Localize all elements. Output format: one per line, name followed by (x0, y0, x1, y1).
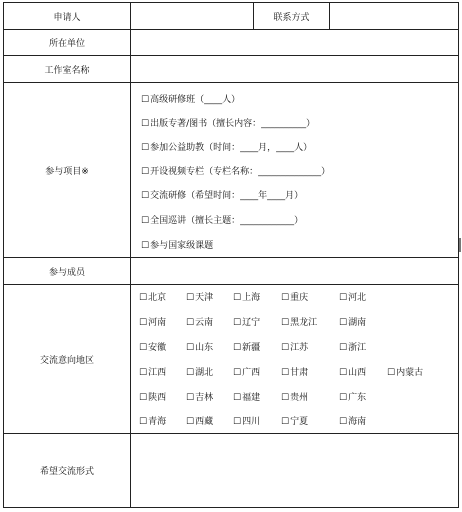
region-option[interactable] (281, 365, 308, 378)
form-label-text: 希望交流形式 (39, 467, 94, 477)
region-option-label: 黑龙江 (290, 318, 318, 328)
region-option[interactable] (339, 290, 366, 303)
region-option-label: 浙江 (348, 343, 367, 353)
region-option-label: 山东 (195, 343, 214, 353)
region-option-label: 山西 (348, 368, 367, 378)
project-option-label: 全国巡讲（擅长主题：____________） (150, 216, 304, 226)
region-option-label: 江西 (148, 368, 167, 378)
unit-label (3, 29, 131, 56)
region-option[interactable] (281, 414, 308, 427)
project-option[interactable] (141, 140, 312, 153)
region-option-label: 天津 (195, 293, 214, 303)
contact-label (253, 2, 330, 30)
region-option[interactable] (387, 365, 423, 378)
project-option[interactable] (141, 116, 315, 129)
region-option-label: 新疆 (242, 343, 261, 353)
applicant-label (3, 2, 131, 30)
application-form (3, 2, 459, 508)
region-option-label: 安徽 (148, 343, 167, 353)
region-option[interactable] (186, 290, 213, 303)
checkbox-icon[interactable]: ☐ (141, 119, 150, 129)
checkbox-icon[interactable]: ☐ (141, 191, 150, 201)
checkbox-icon[interactable]: ☐ (339, 393, 348, 403)
checkbox-icon[interactable]: ☐ (339, 343, 348, 353)
checkbox-icon[interactable]: ☐ (233, 368, 242, 378)
studio-field[interactable] (130, 55, 459, 83)
region-option[interactable] (233, 290, 260, 303)
checkbox-icon[interactable]: ☐ (186, 343, 195, 353)
checkbox-icon[interactable]: ☐ (141, 95, 150, 105)
checkbox-icon[interactable]: ☐ (141, 143, 150, 153)
region-option[interactable] (281, 290, 308, 303)
checkbox-icon[interactable]: ☐ (281, 393, 290, 403)
region-option[interactable] (139, 365, 166, 378)
region-option-label: 河南 (148, 318, 167, 328)
region-option-label: 江苏 (290, 343, 309, 353)
region-option-label: 甘肃 (290, 368, 309, 378)
checkbox-icon[interactable]: ☐ (233, 293, 242, 303)
form-label (3, 433, 131, 508)
scroll-handle[interactable] (459, 238, 461, 252)
checkbox-icon[interactable]: ☐ (281, 343, 290, 353)
project-option-label: 高级研修班（____人） (150, 95, 241, 105)
region-option[interactable] (186, 340, 213, 353)
contact-label-text: 联系方式 (273, 12, 310, 23)
region-option-label: 四川 (242, 417, 261, 427)
region-option-label: 广西 (242, 368, 261, 378)
checkbox-icon[interactable]: ☐ (186, 417, 195, 427)
checkbox-icon[interactable]: ☐ (141, 167, 150, 177)
members-field[interactable] (130, 257, 459, 285)
checkbox-icon[interactable]: ☐ (233, 393, 242, 403)
checkbox-icon[interactable]: ☐ (139, 343, 148, 353)
project-option[interactable] (141, 188, 303, 201)
project-option-label: 交流研修（希望时间：____年____月） (150, 191, 304, 201)
checkbox-icon[interactable]: ☐ (339, 417, 348, 427)
region-option[interactable] (233, 390, 260, 403)
studio-label (3, 55, 131, 83)
region-option-label: 贵州 (290, 393, 309, 403)
project-label-text: 参与项目※ (45, 166, 89, 177)
checkbox-icon[interactable]: ☐ (186, 368, 195, 378)
region-option-label: 广东 (348, 393, 367, 403)
studio-label-text: 工作室名称 (44, 65, 90, 76)
project-option[interactable] (141, 164, 330, 177)
checkbox-icon[interactable]: ☐ (141, 216, 150, 226)
region-option[interactable] (186, 390, 213, 403)
region-option-label: 重庆 (290, 293, 309, 303)
checkbox-icon[interactable]: ☐ (281, 293, 290, 303)
region-option-label: 宁夏 (290, 417, 309, 427)
region-option[interactable] (339, 315, 366, 328)
project-option-label: 出版专著/图书（擅长内容：__________） (150, 119, 316, 129)
region-option-label: 青海 (148, 417, 167, 427)
members-label-text: 参与成员 (48, 267, 85, 278)
checkbox-icon[interactable]: ☐ (139, 368, 148, 378)
region-label-text: 交流意向地区 (39, 355, 94, 366)
project-label (3, 82, 131, 258)
region-option-label: 上海 (242, 293, 261, 303)
region-option[interactable] (139, 414, 166, 427)
region-label (3, 284, 131, 434)
checkbox-icon[interactable]: ☐ (339, 318, 348, 328)
region-option-label: 云南 (195, 318, 214, 328)
checkbox-icon[interactable]: ☐ (233, 417, 242, 427)
unit-label-text: 所在单位 (48, 39, 85, 49)
checkbox-icon[interactable]: ☐ (281, 417, 290, 427)
region-option[interactable] (139, 315, 166, 328)
region-option-label: 北京 (148, 293, 167, 303)
region-options-cell (130, 284, 459, 434)
checkbox-icon[interactable]: ☐ (281, 368, 290, 378)
members-label (3, 257, 131, 285)
project-option[interactable] (141, 213, 303, 226)
region-option[interactable] (339, 390, 366, 403)
region-option[interactable] (281, 315, 317, 328)
checkbox-icon[interactable]: ☐ (186, 293, 195, 303)
checkbox-icon[interactable]: ☐ (139, 417, 148, 427)
region-option-label: 辽宁 (242, 318, 261, 328)
checkbox-icon[interactable]: ☐ (186, 318, 195, 328)
region-option-label: 河北 (348, 293, 367, 303)
project-option-label: 参与国家级课题 (150, 241, 214, 251)
project-option-label: 开设视频专栏（专栏名称：______________） (150, 167, 331, 177)
region-option[interactable] (139, 290, 166, 303)
checkbox-icon[interactable]: ☐ (233, 343, 242, 353)
region-option[interactable] (281, 340, 308, 353)
checkbox-icon[interactable]: ☐ (339, 368, 348, 378)
checkbox-icon[interactable]: ☐ (141, 241, 150, 251)
region-option-label: 吉林 (195, 393, 214, 403)
project-option[interactable] (141, 92, 240, 105)
checkbox-icon[interactable]: ☐ (139, 393, 148, 403)
region-option[interactable] (186, 315, 213, 328)
applicant-field[interactable] (130, 2, 254, 30)
region-option-label: 内蒙古 (396, 368, 424, 378)
project-option-label: 参加公益助教（时间：____月，____人） (150, 143, 313, 153)
region-option[interactable] (186, 365, 213, 378)
region-option[interactable] (186, 414, 213, 427)
region-option-label: 福建 (242, 393, 261, 403)
region-option-label: 海南 (348, 417, 367, 427)
region-option-label: 湖南 (348, 318, 367, 328)
checkbox-icon[interactable]: ☐ (139, 293, 148, 303)
region-option-label: 陕西 (148, 393, 167, 403)
region-option[interactable] (233, 315, 260, 328)
project-option[interactable] (141, 238, 213, 251)
region-option[interactable] (339, 414, 366, 427)
checkbox-icon[interactable]: ☐ (233, 318, 242, 328)
region-option[interactable] (139, 390, 166, 403)
region-option[interactable] (339, 365, 366, 378)
checkbox-icon[interactable]: ☐ (186, 393, 195, 403)
region-option[interactable] (233, 365, 260, 378)
region-option[interactable] (281, 390, 308, 403)
checkbox-icon[interactable]: ☐ (387, 368, 396, 378)
form-field[interactable] (130, 433, 459, 508)
region-option-label: 西藏 (195, 417, 214, 427)
checkbox-icon[interactable]: ☐ (339, 293, 348, 303)
applicant-label-text: 申请人 (53, 12, 81, 23)
region-option[interactable] (233, 414, 260, 427)
region-option-label: 湖北 (195, 368, 214, 378)
contact-field[interactable] (329, 2, 459, 30)
checkbox-icon[interactable]: ☐ (281, 318, 290, 328)
region-option[interactable] (339, 340, 366, 353)
region-option[interactable] (233, 340, 260, 353)
region-option[interactable] (139, 340, 166, 353)
unit-field[interactable] (130, 29, 459, 56)
checkbox-icon[interactable]: ☐ (139, 318, 148, 328)
